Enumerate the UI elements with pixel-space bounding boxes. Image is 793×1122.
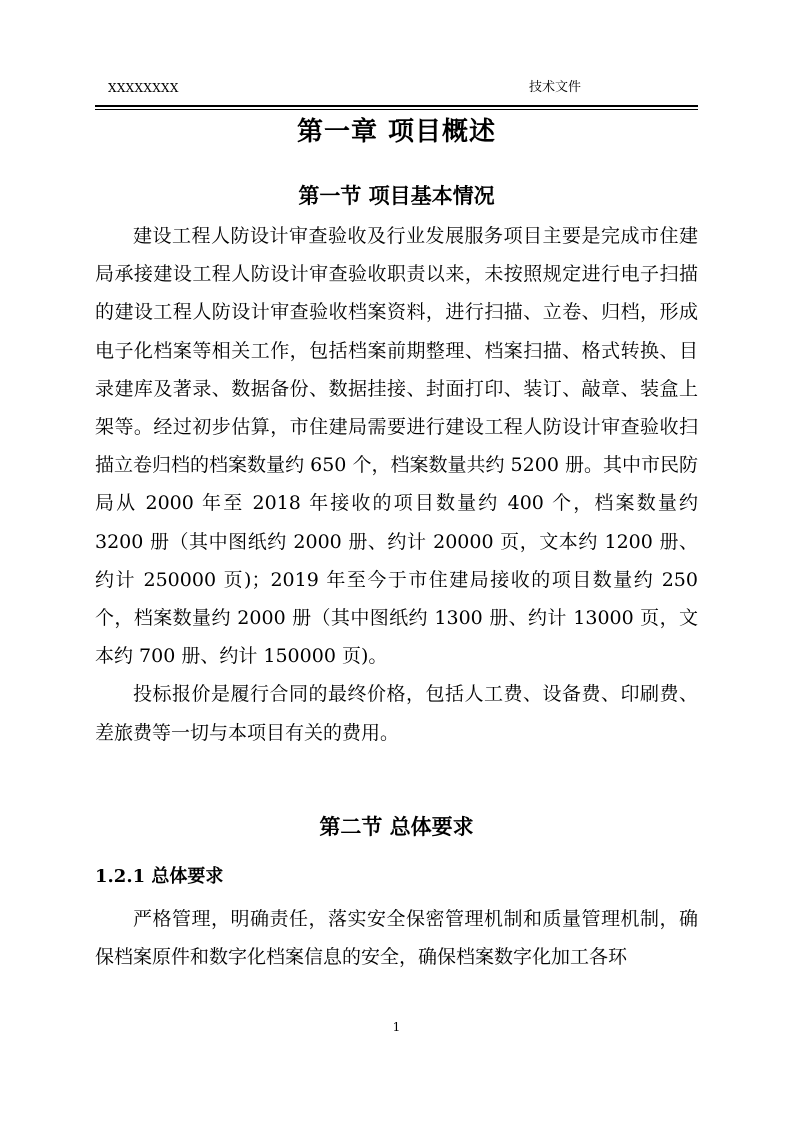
section-1-title: 第一节 项目基本情况 — [298, 183, 495, 208]
header-divider-thick — [95, 105, 698, 107]
section-1-paragraph-1: 建设工程人防设计审查验收及行业发展服务项目主要是完成市住建局承接建设工程人防设计审查验收职责以来，未按照规定进行电子扫描的建设工程人防设计审查验收档案资料，进行扫描、立卷、归档，形成电子化档案等相关工作，包括档案前期整理、档案扫描、格式转换、目录建库及著录、数据备份、数据挂接、封面打印、装订、敲章、装盒上架等。经过初步估算，市住建局需要进行建设工程人防设计审查验收扫描立卷归档的档案数量约 650 个，档案数量共约 5200 册。其中市民防局从 2000 年至 2018 年接收的项目数量约 400 个，档案数量约 3200 册（其中图纸约 2000 册、约计 20000 页，文本约 1200 册、约计 250000 页)；2019 年至今于市住建局接收的项目数量约 250 个，档案数量约 2000 册（其中图纸约 1300 册、约计 13000 页，文本约 700 册、约计 150000 页)。 — [95, 225, 698, 668]
document-body — [95, 111, 698, 976]
header-right-text: 技术文件 — [529, 80, 582, 95]
section-1-paragraph-2: 投标报价是履行合同的最终价格，包括人工费、设备费、印刷费、差旅费等一切与本项目有关的费用。 — [95, 683, 698, 744]
page-number: 1 — [392, 1020, 401, 1034]
subsection-1-2-1-paragraph: 严格管理，明确责任，落实安全保密管理机制和质量管理机制，确保档案原件和数字化档案信息的安全，确保档案数字化加工各环 — [95, 907, 698, 969]
subsection-1-2-1-title: 1.2.1 总体要求 — [95, 865, 224, 887]
header-divider-thin — [95, 109, 698, 110]
chapter-title: 第一章 项目概述 — [296, 117, 497, 147]
section-2-title: 第二节 总体要求 — [319, 813, 474, 839]
header-left-text: XXXXXXXX — [108, 81, 179, 95]
